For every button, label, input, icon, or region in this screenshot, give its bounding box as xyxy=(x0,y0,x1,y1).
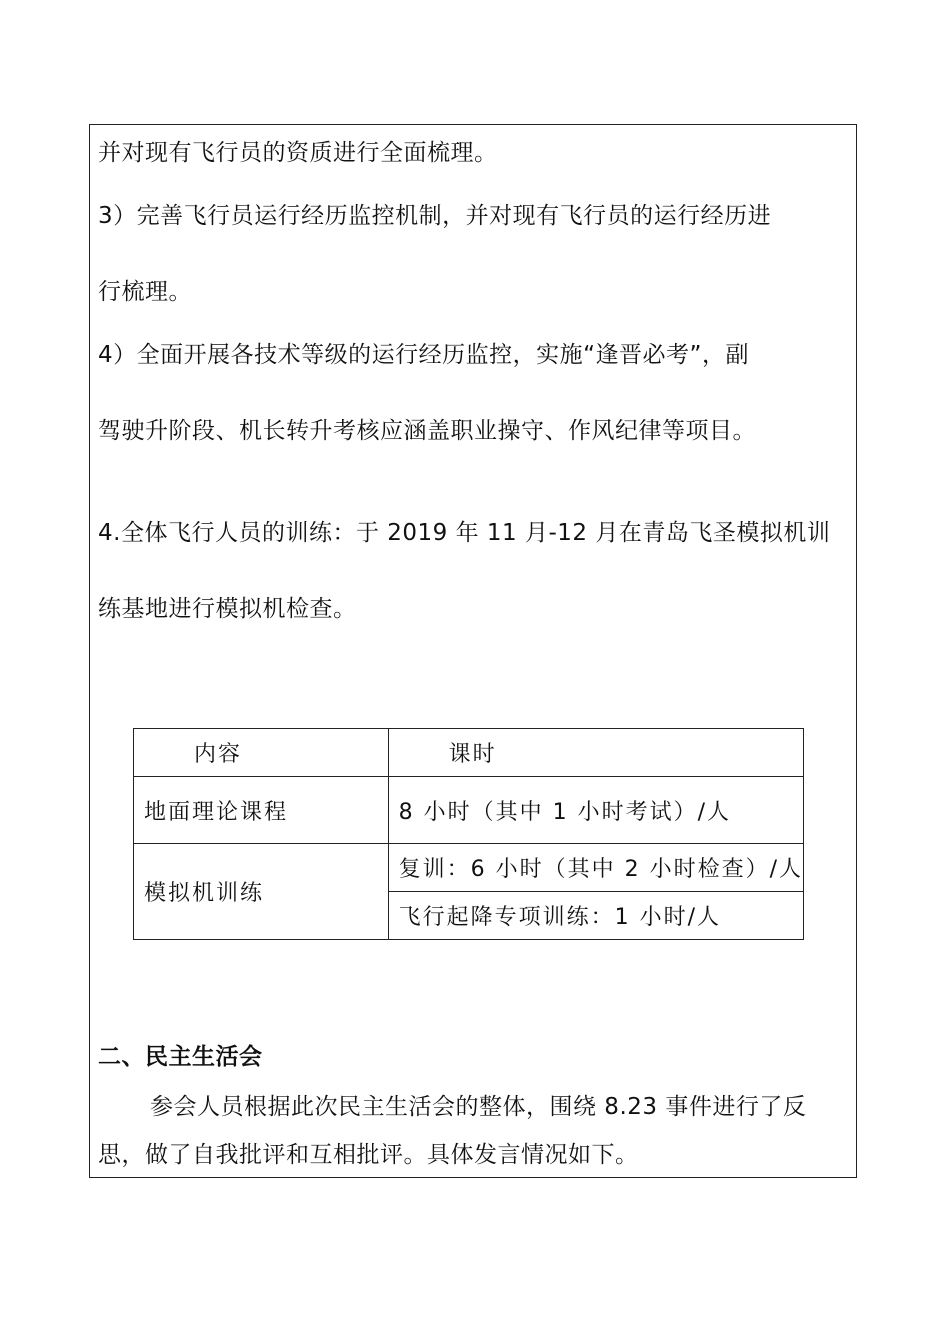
paragraph-line: 3）完善飞行员运行经历监控机制，并对现有飞行员的运行经历进 xyxy=(98,203,772,229)
table-row xyxy=(134,777,804,844)
paragraph-line: 行梳理。 xyxy=(98,279,192,305)
paragraph-line: 练基地进行模拟机检查。 xyxy=(98,596,357,622)
training-hours-table xyxy=(133,728,804,940)
paragraph-line: 参会人员根据此次民主生活会的整体，围绕 8.23 事件进行了反 xyxy=(150,1094,807,1120)
table-row xyxy=(134,844,804,892)
course-hours-cell: 复训：6 小时（其中 2 小时检查）/人 xyxy=(388,844,803,892)
course-name-cell: 模拟机训练 xyxy=(134,844,389,940)
header-hours-cell: 课时 xyxy=(388,729,803,777)
paragraph-line: 并对现有飞行员的资质进行全面梳理。 xyxy=(98,140,498,166)
course-name-cell: 地面理论课程 xyxy=(134,777,389,844)
course-hours-cell: 飞行起降专项训练：1 小时/人 xyxy=(388,892,803,940)
paragraph-line: 思，做了自我批评和互相批评。具体发言情况如下。 xyxy=(98,1142,639,1168)
paragraph-line: 4.全体飞行人员的训练：于 2019 年 11 月-12 月在青岛飞圣模拟机训 xyxy=(98,520,831,546)
course-hours-cell: 8 小时（其中 1 小时考试）/人 xyxy=(388,777,803,844)
paragraph-line: 4）全面开展各技术等级的运行经历监控，实施“逢晋必考”，副 xyxy=(98,342,749,368)
header-content-cell: 内容 xyxy=(134,729,389,777)
paragraph-line: 驾驶升阶段、机长转升考核应涵盖职业操守、作风纪律等项目。 xyxy=(98,418,756,444)
table-header-row xyxy=(134,729,804,777)
document-border-frame xyxy=(89,124,857,1178)
section-heading: 二、民主生活会 xyxy=(98,1044,263,1070)
